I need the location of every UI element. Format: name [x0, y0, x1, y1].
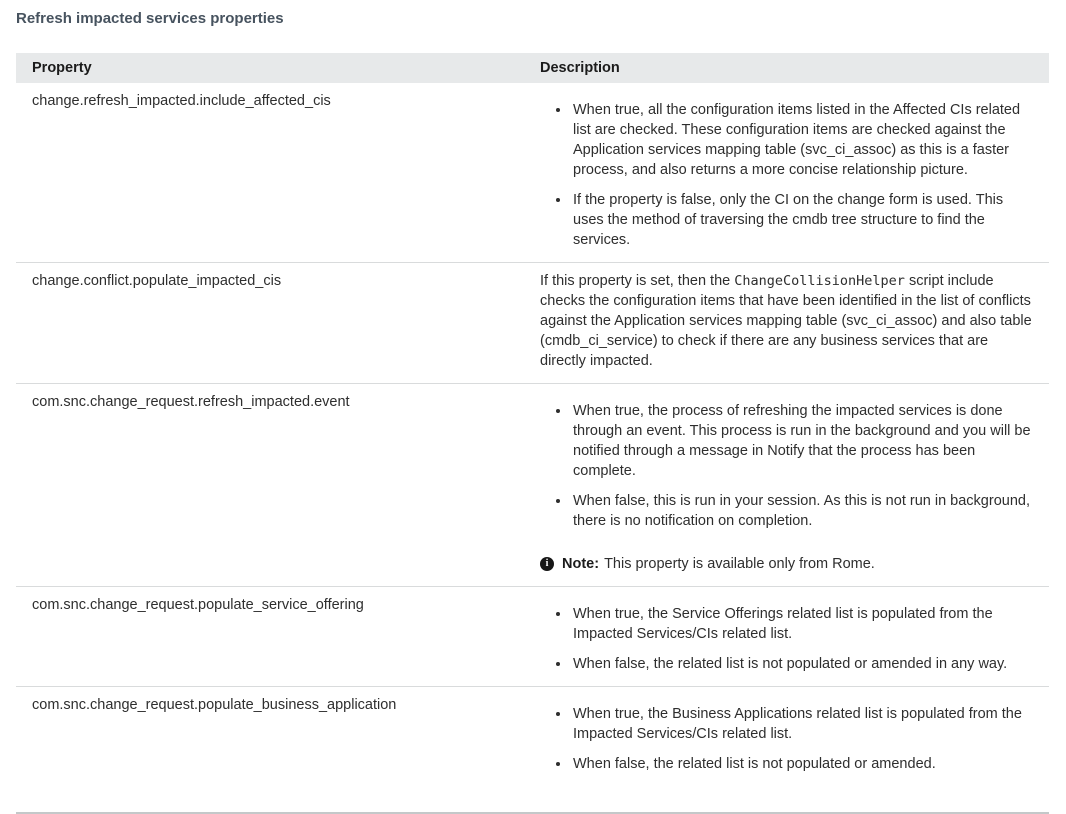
description-cell — [524, 83, 1049, 263]
note-text: This property is available only from Rome. — [604, 556, 875, 572]
description-bullet-list — [540, 704, 1033, 774]
description-column-header: Description — [524, 53, 1049, 83]
bullet-item: • When true, the Business Applications related list is populated from the Impacted Services/CIs related list. — [571, 704, 1033, 744]
page-title: Refresh impacted services properties — [16, 10, 284, 27]
property-column-header: Property — [16, 53, 524, 83]
description-cell — [524, 384, 1049, 587]
description-cell — [524, 263, 1049, 384]
description-cell — [524, 687, 1049, 814]
bullet-item: • When true, all the configuration items listed in the Affected CIs related list are checked. These configuration items are checked against the Application services mapping table (svc_ci_assoc) as this is a faster process, and also returns a more concise relationship picture. — [571, 100, 1033, 180]
property-cell: com.snc.change_request.populate_service_offering — [16, 587, 524, 687]
header-row — [16, 53, 1049, 83]
table-row — [16, 263, 1049, 384]
note-label: Note: — [562, 556, 600, 572]
properties-table — [16, 53, 1049, 814]
table-row — [16, 83, 1049, 263]
note — [540, 554, 1033, 574]
bullet-item: • When true, the Service Offerings related list is populated from the Impacted Services/CIs related list. — [571, 604, 1033, 644]
property-cell: change.refresh_impacted.include_affected_cis — [32, 93, 331, 109]
property-cell: com.snc.change_request.populate_business_application — [16, 687, 524, 814]
text-span: script include checks the configuration items that have been identified in the list of conflicts against the Application services mapping table (svc_ci_assoc) and also table (cmdb_ci_service) to check if there are any business services that are directly impacted. — [540, 273, 1032, 369]
bullet-item: • When true, the process of refreshing the impacted services is done through an event. This process is run in the background and you will be notified through a message in Notify that the process has been complete. — [571, 401, 1033, 481]
property-cell: change.conflict.populate_impacted_cis — [16, 263, 524, 384]
table-row — [16, 384, 1049, 587]
description-bullet-list — [540, 401, 1033, 531]
table-row — [16, 587, 1049, 687]
table-header — [16, 53, 1049, 83]
code-span: ChangeCollisionHelper — [734, 273, 905, 289]
property-cell: com.snc.change_request.refresh_impacted.event — [16, 384, 524, 587]
bullet-item: • When false, this is run in your session. As this is not run in background, there is no notification on completion. — [571, 491, 1033, 531]
text-span: If this property is set, then the — [540, 273, 735, 289]
bullet-item: • When false, the related list is not populated or amended. — [571, 754, 1033, 774]
description-bullet-list — [540, 604, 1033, 674]
info-icon: i — [540, 557, 554, 571]
bullet-item: • If the property is false, only the CI on the change form is used. This uses the method of traversing the cmdb tree structure to find the services. — [571, 190, 1033, 250]
table-row — [16, 687, 1049, 814]
description-paragraph — [540, 271, 1033, 371]
description-bullet-list — [540, 100, 1033, 250]
description-cell — [524, 587, 1049, 687]
table-body — [16, 83, 1049, 813]
bullet-item: • When false, the related list is not populated or amended in any way. — [571, 654, 1033, 674]
